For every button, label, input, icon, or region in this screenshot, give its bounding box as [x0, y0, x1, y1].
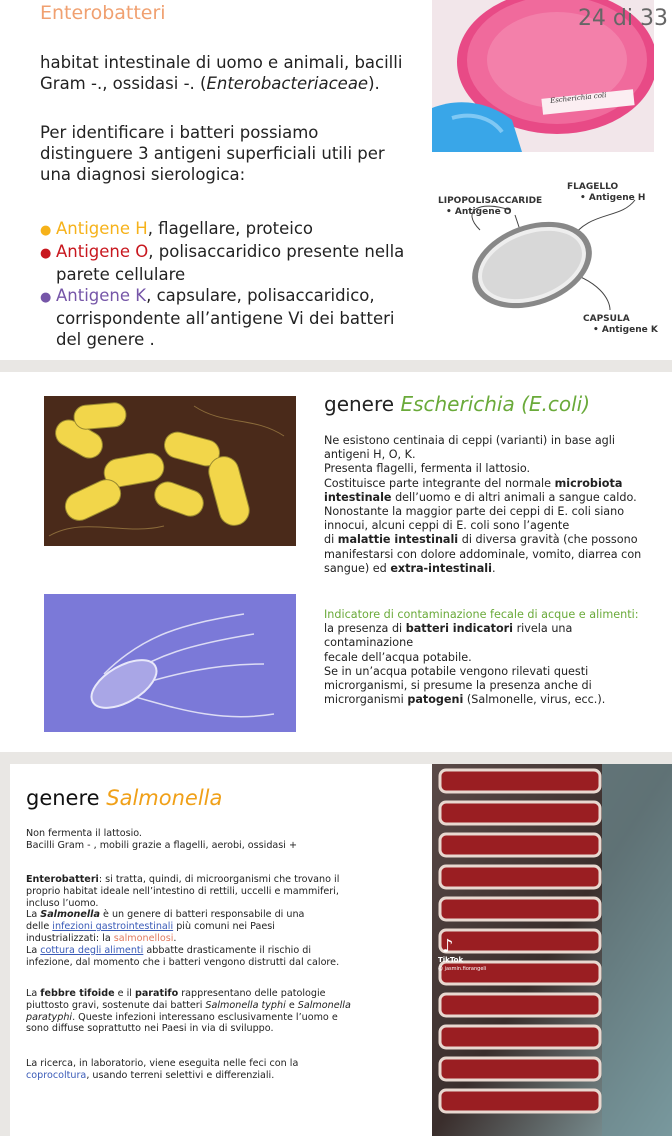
text: rappresentano delle patologie: [178, 988, 326, 999]
text: , flagellare, proteico: [147, 219, 314, 238]
text: .: [173, 932, 177, 944]
text: è un genere di batteri responsabile di una: [99, 909, 305, 921]
bold-italic-text: Salmonella: [40, 909, 100, 921]
lps-label: LIPOPOLISACCARIDE: [438, 196, 543, 206]
contamination-paragraph: [324, 608, 664, 707]
lps-antigen: • Antigene O: [446, 207, 512, 217]
slide-salmonella: [10, 764, 672, 1136]
text-line: [26, 874, 421, 886]
text: corrispondente all’antigene Vi dei batteri: [56, 309, 395, 328]
text-line: [26, 945, 421, 957]
text: la presenza di: [324, 622, 406, 636]
tiktok-icon: ♪: [442, 936, 454, 957]
bullet-icon: ●: [40, 246, 52, 261]
text: , capsulare, polisaccaridico,: [146, 286, 375, 305]
text: Gram -., ossidasi -. (: [40, 74, 207, 93]
text: , polisaccaridico presente nella: [148, 242, 405, 261]
text-line: [324, 491, 664, 505]
text-line: [324, 562, 664, 576]
text: rivela una contaminazione: [324, 622, 573, 650]
flagella-sem-image: [44, 594, 296, 732]
text: sangue) ed: [324, 561, 391, 575]
petri-label: Escherichia coli: [549, 91, 607, 105]
text: Costituisce parte integrante del normale: [324, 476, 555, 490]
identification-paragraph: [40, 122, 430, 185]
page-indicator: 24 di 33: [577, 6, 668, 31]
text: La: [26, 944, 41, 956]
ricerca-paragraph: [26, 1058, 421, 1082]
text: abbatte drasticamente il rischio di: [143, 944, 312, 956]
text-line: [26, 988, 421, 1000]
text-line: [26, 1000, 421, 1012]
text: , usando terreni selettivi e differenziali.: [86, 1069, 275, 1081]
bold-text: microbiota: [554, 476, 623, 490]
antigen-k-item: [40, 285, 440, 308]
text: e: [285, 999, 298, 1011]
intro-line: [40, 73, 430, 94]
bold-text: malattie intestinali: [337, 533, 459, 547]
indicator-heading: Indicatore di contaminazione fecale di acque e alimenti:: [324, 608, 639, 621]
text: e il: [114, 988, 135, 999]
antigen-o-name: Antigene O: [56, 242, 149, 261]
slide-enterobatteri: [0, 0, 672, 360]
text: .: [491, 561, 496, 575]
italic-text: paratyphi: [26, 1011, 73, 1023]
text: genere: [26, 786, 107, 810]
text: La: [26, 909, 41, 921]
text: ).: [368, 74, 380, 93]
text-line: Presenta flagelli, fermenta il lattosio.: [324, 462, 531, 476]
bold-text: extra-intestinali: [390, 561, 492, 575]
tifoide-paragraph: [26, 988, 421, 1035]
capsula-label: CAPSULA: [583, 314, 630, 324]
text: (Salmonelle, virus, ecc.).: [463, 693, 606, 707]
text-line: Ne esistono centinaia di ceppi (varianti) in base agli: [324, 434, 615, 447]
bold-text: batteri indicatori: [405, 622, 514, 636]
bold-text: Enterobatteri: [26, 874, 99, 885]
bullet-icon: ●: [40, 223, 52, 238]
text: genere: [324, 392, 401, 416]
bullet-icon: ●: [40, 290, 52, 305]
text: industrializzati: la: [26, 932, 114, 944]
text-line: [324, 533, 664, 547]
intro-text: [40, 52, 430, 94]
text-line: [26, 909, 421, 921]
family-name: Enterobacteriaceae: [206, 74, 369, 93]
text-line: microrganismi, si presume la presenza anche di: [324, 679, 592, 693]
text-line: Non fermenta il lattosio.: [26, 828, 142, 839]
antigen-h-item: [40, 218, 440, 241]
genus-name: Salmonella: [106, 786, 223, 810]
text-line: innocui, alcuni ceppi di E. coli sono l’agente: [324, 519, 570, 533]
para-line: una diagnosi sierologica:: [40, 165, 246, 184]
coprocoltura-text: coprocoltura: [26, 1069, 87, 1081]
text-line: [324, 693, 664, 707]
salmonellosi-link[interactable]: salmonellosi: [113, 932, 174, 944]
text: di diversa gravità (che possono: [458, 533, 638, 547]
text: . Queste infezioni interessano esclusivamente l’uomo e: [72, 1011, 338, 1023]
flagello-label: FLAGELLO: [567, 182, 619, 192]
genus-name: Escherichia (E.coli): [400, 392, 591, 416]
text-line: [324, 477, 664, 491]
para-line: distinguere 3 antigeni superficiali utili per: [40, 144, 385, 163]
text: : si tratta, quindi, di microorganismi che trovano il: [98, 874, 340, 885]
text: del genere .: [56, 330, 155, 349]
italic-text: Salmonella typhi: [205, 999, 286, 1011]
text-line: fecale dell’acqua potabile.: [324, 650, 472, 664]
ecoli-sem-image: [44, 396, 296, 546]
text: più comuni nei Paesi: [173, 921, 275, 933]
bold-text: intestinale: [324, 490, 392, 504]
text-line: infezione, dal momento che i batteri vengono distrutti dal calore.: [26, 956, 340, 968]
capsula-antigen: • Antigene K: [593, 325, 658, 335]
text-line: Nonostante la maggior parte dei ceppi di E. coli siano: [324, 505, 625, 519]
cottura-link[interactable]: cottura degli alimenti: [40, 944, 144, 956]
stacked-petri-dishes-photo: [432, 764, 672, 1136]
text-line: proprio habitat ideale nell’intestino di rettili, uccelli e mammiferi,: [26, 885, 339, 897]
habitat-paragraph: [26, 874, 421, 968]
text-line: [26, 933, 421, 945]
infezioni-link[interactable]: infezioni gastrointestinali: [52, 921, 174, 933]
flagello-antigen: • Antigene H: [580, 193, 646, 203]
text-line: antigeni H, O, K.: [324, 448, 416, 462]
text-line: [26, 1070, 421, 1082]
text: La: [26, 988, 41, 999]
text-line: incluso l’uomo.: [26, 897, 99, 909]
text-line: [26, 921, 421, 933]
slide-title: [26, 786, 222, 810]
antigen-o-item: [40, 241, 440, 264]
bold-text: paratifo: [134, 988, 179, 999]
text: parete cellulare: [56, 265, 186, 284]
text: dell’uomo e di altri animali a sangue caldo.: [391, 490, 637, 504]
text: piuttosto gravi, sostenute dai batteri: [26, 999, 206, 1011]
text-line: Bacilli Gram - , mobili grazie a flagelli, aerobi, ossidasi +: [26, 839, 298, 851]
slide-escherichia: [0, 372, 672, 752]
text-line: [324, 622, 664, 650]
properties-text: [26, 828, 421, 852]
para-line: Per identificare i batteri possiamo: [40, 123, 319, 142]
slide-title: Enterobatteri: [40, 2, 166, 24]
text-line: sono diffuse soprattutto nei Paesi in via di sviluppo.: [26, 1023, 274, 1035]
text-line: La ricerca, in laboratorio, viene eseguita nelle feci con la: [26, 1058, 299, 1069]
text: microrganismi: [324, 693, 408, 707]
antigen-k-name: Antigene K: [56, 286, 147, 305]
text-line: Se in un’acqua potabile vengono rilevati questi: [324, 664, 589, 678]
text-line: [26, 1012, 421, 1024]
tiktok-watermark: TikTok: [438, 956, 464, 964]
intro-line: habitat intestinale di uomo e animali, bacilli: [40, 53, 403, 72]
antigen-h-name: Antigene H: [56, 219, 148, 238]
description-paragraph: [324, 434, 664, 576]
antigen-list: [40, 218, 440, 350]
text: di: [324, 533, 338, 547]
bold-text: febbre tifoide: [40, 988, 115, 999]
text: delle: [26, 921, 53, 933]
bold-text: patogeni: [407, 693, 464, 707]
text-line: manifestarsi con dolore addominale, vomito, diarrea con: [324, 547, 642, 561]
italic-text: Salmonella: [297, 999, 351, 1011]
slide-title: [324, 392, 590, 416]
tiktok-user: @ jasmin.fiorangeli: [438, 966, 487, 972]
